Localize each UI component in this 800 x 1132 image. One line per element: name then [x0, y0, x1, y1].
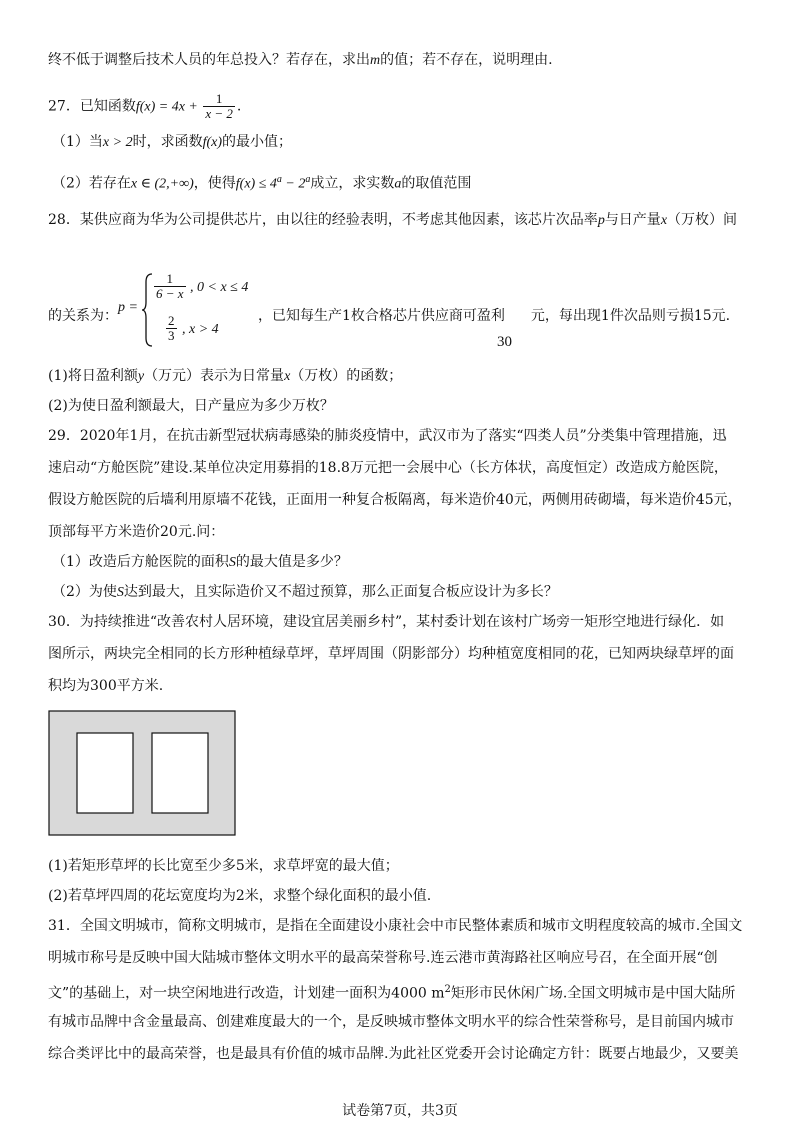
- q31-line5: 综合类评比中的最高荣誉，也是最具有价值的城市品牌.为此社区党委开会讨论确定方针：既要占地最少，又要美: [48, 1046, 739, 1062]
- text: 矩形市民休闲广场.全国文明城市是中国大陆所: [450, 985, 736, 1002]
- q29-part1: [52, 552, 348, 573]
- frac-den: 6 − x: [156, 286, 184, 301]
- q31-line4: 有城市品牌中含金量最高、创建难度最大的一个，是反映城市整体文明水平的综合性荣誉称号，是目前国内城市: [48, 1014, 734, 1030]
- text: 的值；若不存在，说明理由.: [380, 52, 553, 68]
- text: 28．某供应商为华为公司提供芯片，由以往的经验表明，不考虑其他因素，该芯片次品率: [48, 212, 598, 228]
- q28-line2-rest: [258, 306, 730, 326]
- var-p: p: [597, 213, 605, 228]
- q31-line3: [48, 980, 735, 1004]
- q31-line1: 31．全国文明城市，简称文明城市，是指在全面建设小康社会中市民整体素质和城市文明程度较高的城市.全国文: [48, 918, 743, 934]
- q29-line2: 速启动“方舱医院”建设.某单位决定用募捐的18.8万元把一会展中心（长方体状，高度恒定）改造成方舱医院，: [48, 460, 728, 476]
- q27-stem: [48, 92, 241, 121]
- p-equals: p =: [118, 300, 138, 315]
- q26-tail-line: [48, 50, 553, 71]
- q29-part2: [52, 582, 558, 603]
- text: 达到最大，且实际造价又不超过预算，那么正面复合板应设计为多长？: [123, 584, 558, 600]
- q28-sub1: [48, 366, 402, 387]
- text: 终不低于调整后技术人员的年总投入？若存在，求出: [48, 52, 370, 68]
- text: （1）改造后方舱医院的面积: [52, 554, 229, 570]
- case2-frac: [166, 314, 177, 343]
- text: ，已知每生产1枚合格芯片供应商可盈利: [258, 308, 505, 324]
- var-x: x: [284, 369, 291, 384]
- lawn-right: [152, 733, 208, 813]
- math: f(x) ≤ 4: [235, 176, 277, 192]
- text: 的最小值；: [222, 134, 293, 150]
- text: （2）为使: [52, 584, 117, 600]
- q30-line3: 积均为300平方米.: [48, 678, 164, 694]
- q31-line2: 明城市称号是反映中国大陆城市整体文明水平的最高荣誉称号.连云港市黄海路社区响应号召，在全面开展“创: [48, 950, 718, 966]
- superscript: 2: [444, 984, 451, 995]
- case1-frac: [154, 272, 186, 301]
- text: 成立，求实数: [310, 175, 395, 192]
- exponent: a: [276, 174, 282, 185]
- frac-num: 1: [203, 92, 235, 107]
- text: 文”的基础上，对一块空闲地进行改造，计划建一面积为4000 m: [48, 985, 445, 1002]
- lawn-figure: [48, 710, 236, 836]
- q27-part2: [52, 170, 471, 195]
- case2-cond: , x > 4: [182, 322, 219, 337]
- math: − 2: [281, 176, 306, 192]
- text: （万元）表示为日常量: [144, 368, 285, 384]
- page-footer: 试卷第7页，共3页: [342, 1103, 458, 1119]
- exponent: a: [305, 174, 311, 185]
- profit-value-30: 30: [497, 334, 512, 350]
- q28-sub2: (2)为使日盈利额最大，日产量应为多少万枚？: [48, 398, 334, 414]
- q28-line1: [48, 210, 737, 231]
- lawn-left: [77, 733, 133, 813]
- frac-num: 2: [168, 313, 175, 328]
- text: (1)将日盈利额: [48, 368, 138, 384]
- text: .: [236, 98, 242, 115]
- text: 的最大值是多少？: [235, 554, 348, 570]
- frac-den: 3: [168, 328, 175, 343]
- var-m: m: [370, 53, 381, 68]
- text: 的关系为：: [48, 308, 118, 324]
- var-S: S: [228, 555, 236, 570]
- frac-num: 1: [154, 272, 186, 287]
- q30-sub2: (2)若草坪四周的花坛宽度均为2米，求整个绿化面积的最小值.: [48, 888, 432, 904]
- text: 27．已知函数: [48, 98, 136, 115]
- text: （2）若存在: [52, 175, 131, 192]
- math: x > 2: [102, 135, 133, 150]
- text: 元，每出现1件次品则亏损15元.: [530, 308, 731, 324]
- frac-den: x − 2: [205, 106, 233, 121]
- text: 时，求函数: [132, 134, 203, 150]
- var-x: x: [660, 213, 668, 228]
- text: 与日产量: [604, 212, 661, 228]
- q29-line4: 顶部每平方米造价20元.问：: [48, 524, 225, 540]
- q30-sub1: (1)若矩形草坪的长比宽至少多5米，求草坪宽的最大值；: [48, 858, 399, 874]
- q29-line3: 假设方舱医院的后墙利用原墙不花钱，正面用一种复合板隔离，每米造价40元，两侧用砖砌墙，每米造价45元，: [48, 492, 742, 508]
- text: （万枚）间: [667, 212, 738, 228]
- case1-cond: , 0 < x ≤ 4: [190, 280, 249, 295]
- var-a: a: [394, 176, 402, 192]
- var-y: y: [137, 369, 145, 384]
- piecewise-function: [90, 270, 250, 352]
- math: x ∈ (2,+∞): [130, 176, 194, 192]
- text: （1）当: [52, 134, 103, 150]
- math: f(x): [202, 135, 223, 150]
- q27-part1: [52, 132, 292, 153]
- var-S: S: [116, 585, 124, 600]
- text: （万枚）的函数；: [290, 368, 403, 384]
- q30-line2: 图所示，两块完全相同的长方形种植绿草坪，草坪周围（阴影部分）均种植宽度相同的花，已知两块绿草坪的面: [48, 646, 734, 662]
- q29-line1: 29．2020年1月，在抗击新型冠状病毒感染的肺炎疫情中，武汉市为了落实“四类人员”分类集中管理措施，迅: [48, 428, 727, 444]
- fraction: [203, 92, 235, 121]
- text: 的取值范围: [401, 175, 472, 192]
- text: ，使得: [193, 175, 236, 192]
- func-expr: f(x) = 4x +: [135, 99, 202, 115]
- brace-icon: [142, 272, 154, 348]
- q30-line1: 30．为持续推进“改善农村人居环境，建设宜居美丽乡村”，某村委计划在该村广场旁一矩形空地进行绿化．如: [48, 614, 725, 630]
